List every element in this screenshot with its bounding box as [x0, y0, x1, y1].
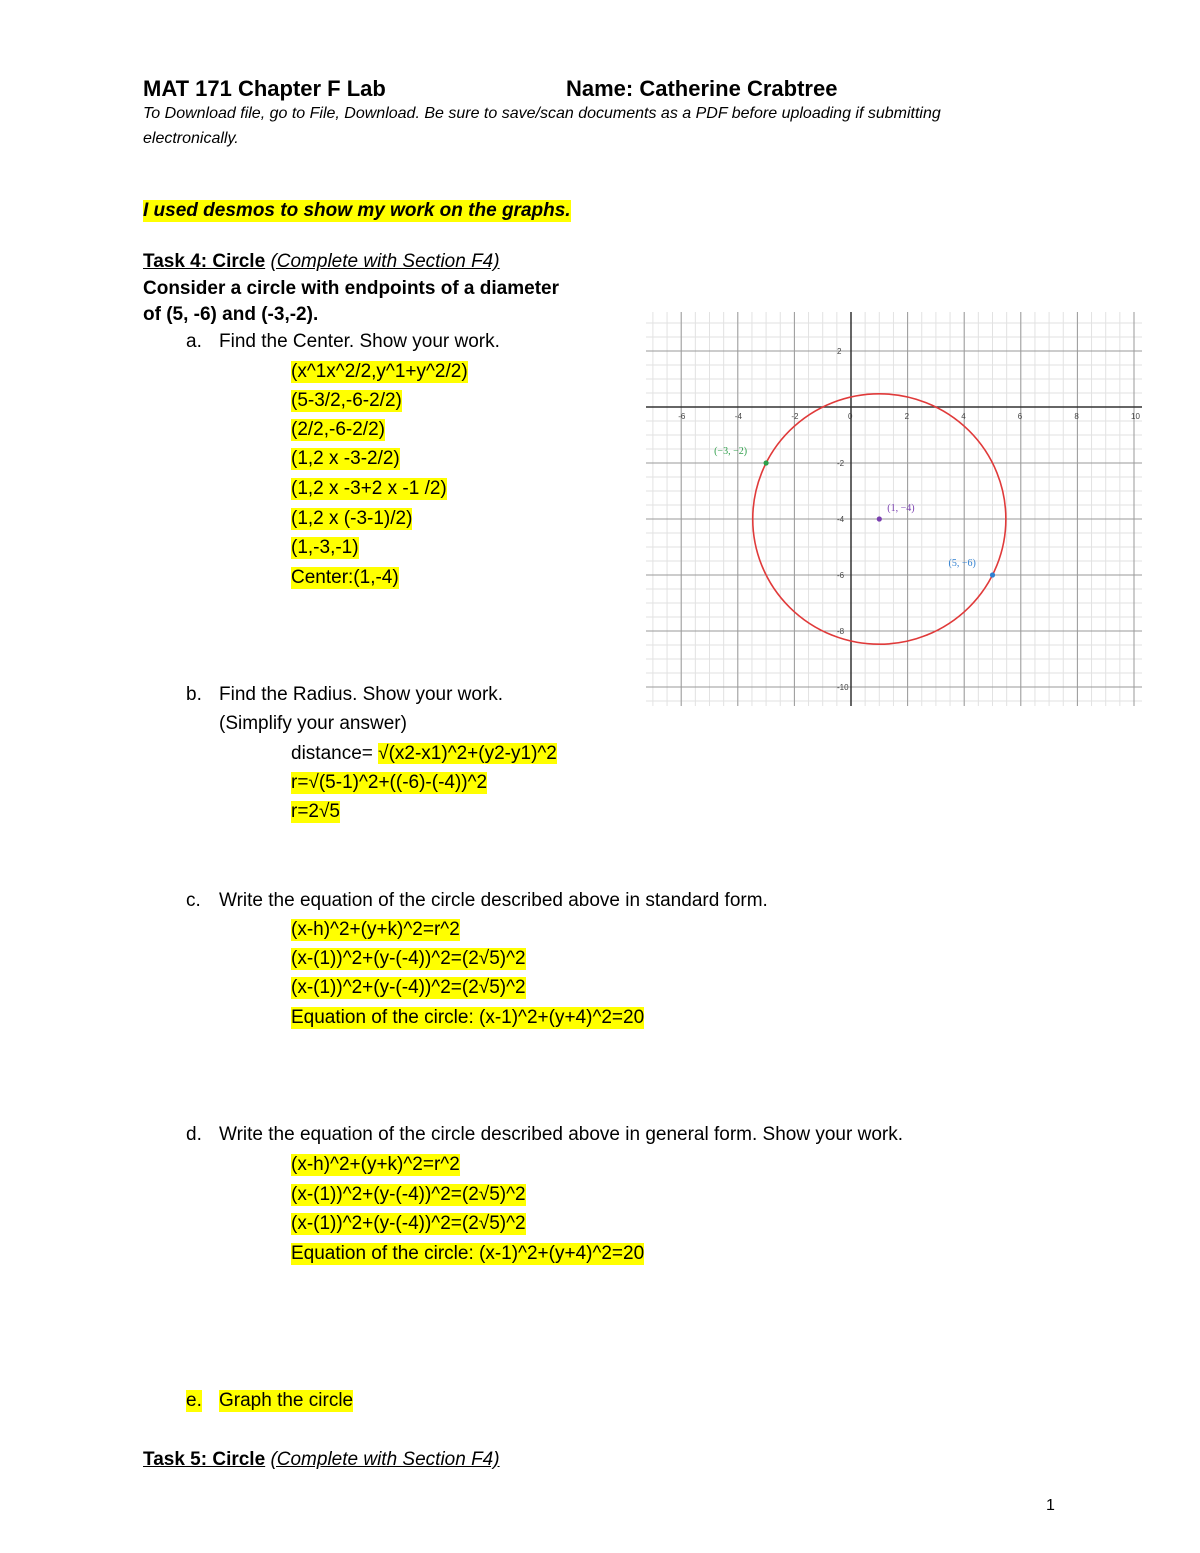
desmos-graph: [646, 312, 1142, 706]
y-tick-label: -10: [837, 683, 849, 692]
part-d-work-3: (x-(1))^2+(y-(-4))^2=(2√5)^2: [291, 1213, 526, 1234]
part-d-answer: Equation of the circle: (x-1)^2+(y+4)^2=20: [291, 1243, 645, 1264]
part-a-work-3: (2/2,-6-2/2): [291, 419, 385, 440]
instructions-line-2: electronically.: [143, 130, 239, 147]
part-b-distance-label: distance=: [291, 743, 379, 764]
page-number: 1: [1046, 1497, 1055, 1514]
task5-heading: [143, 1449, 500, 1471]
part-a-work-5: (1,2 x -3+2 x -1 /2): [291, 478, 447, 499]
part-b-radius-answer: r=2√5: [291, 801, 340, 822]
point-center-label: (1, −4): [887, 503, 915, 514]
part-b-work-2: r=√(5-1)^2+((-6)-(-4))^2: [291, 772, 488, 793]
y-tick-label: -2: [837, 459, 845, 468]
part-a-letter: a.: [186, 331, 202, 352]
part-b-work-1: [291, 743, 557, 765]
task4-heading-paren: (Complete with Section F4): [270, 251, 500, 272]
part-b-distance-formula: √(x2-x1)^2+(y2-y1)^2: [378, 743, 557, 764]
part-b-question: Find the Radius. Show your work.: [219, 684, 504, 705]
y-tick-label: 2: [837, 347, 842, 356]
task4-prompt-line-2: of (5, -6) and (-3,-2).: [143, 304, 319, 325]
part-d-work-2: (x-(1))^2+(y-(-4))^2=(2√5)^2: [291, 1184, 526, 1205]
part-d-question: Write the equation of the circle described above in general form. Show your work.: [219, 1124, 903, 1145]
x-tick-label: -2: [791, 412, 799, 421]
point-a-label: (−3, −2): [714, 446, 748, 457]
point-b-label: (5, −6): [948, 558, 976, 569]
y-tick-label: -4: [837, 515, 845, 524]
part-d-letter: d.: [186, 1124, 202, 1145]
part-c-work-1: (x-h)^2+(y+k)^2=r^2: [291, 919, 460, 940]
x-tick-label: -6: [678, 412, 686, 421]
x-tick-label: 2: [904, 412, 910, 421]
part-b-sub: (Simplify your answer): [219, 713, 407, 734]
x-tick-label: 4: [961, 412, 966, 421]
task5-heading-label: Task 5: Circle: [143, 1449, 266, 1470]
point-5-minus6: [990, 572, 995, 577]
part-c-letter: c.: [186, 890, 201, 911]
course-title: MAT 171 Chapter F Lab: [143, 76, 386, 101]
x-tick-label: 8: [1074, 412, 1079, 421]
task5-heading-paren: (Complete with Section F4): [270, 1449, 500, 1470]
y-tick-label: -6: [837, 571, 845, 580]
task4-heading: [143, 251, 500, 273]
part-a-work-4: (1,2 x -3-2/2): [291, 448, 400, 469]
instructions-line-1: To Download file, go to File, Download. Be sure to save/scan documents as a PDF before uploading if submitting: [143, 105, 941, 122]
part-c-answer: Equation of the circle: (x-1)^2+(y+4)^2=20: [291, 1007, 645, 1028]
part-d-work-1: (x-h)^2+(y+k)^2=r^2: [291, 1154, 460, 1175]
point-center: [877, 516, 882, 521]
part-c-work-2: (x-(1))^2+(y-(-4))^2=(2√5)^2: [291, 948, 526, 969]
desmos-note: I used desmos to show my work on the graphs.: [143, 200, 571, 221]
x-tick-label: 10: [1131, 412, 1140, 421]
part-e-letter: e.: [186, 1390, 202, 1411]
part-a-work-2: (5-3/2,-6-2/2): [291, 390, 402, 411]
part-a-work-6: (1,2 x (-3-1)/2): [291, 508, 413, 529]
part-c-question: Write the equation of the circle described above in standard form.: [219, 890, 768, 911]
part-b-letter: b.: [186, 684, 202, 705]
task4-heading-label: Task 4: Circle: [143, 251, 266, 272]
part-a-work-1: (x^1x^2/2,y^1+y^2/2): [291, 361, 468, 382]
x-tick-label: -4: [734, 412, 742, 421]
y-tick-label: -8: [837, 627, 845, 636]
point-minus3-minus2: [764, 460, 769, 465]
part-a-work-7: (1,-3,-1): [291, 537, 359, 558]
part-a-question: Find the Center. Show your work.: [219, 331, 500, 352]
x-tick-label: 6: [1017, 412, 1023, 421]
student-name: Name: Catherine Crabtree: [566, 76, 838, 101]
part-c-work-3: (x-(1))^2+(y-(-4))^2=(2√5)^2: [291, 977, 526, 998]
x-tick-label: 0: [848, 412, 853, 421]
part-a-center-answer: Center:(1,-4): [291, 567, 399, 588]
graph-canvas: [646, 312, 1142, 706]
task4-prompt-line-1: Consider a circle with endpoints of a diameter: [143, 278, 559, 299]
part-e-question: Graph the circle: [219, 1390, 354, 1411]
